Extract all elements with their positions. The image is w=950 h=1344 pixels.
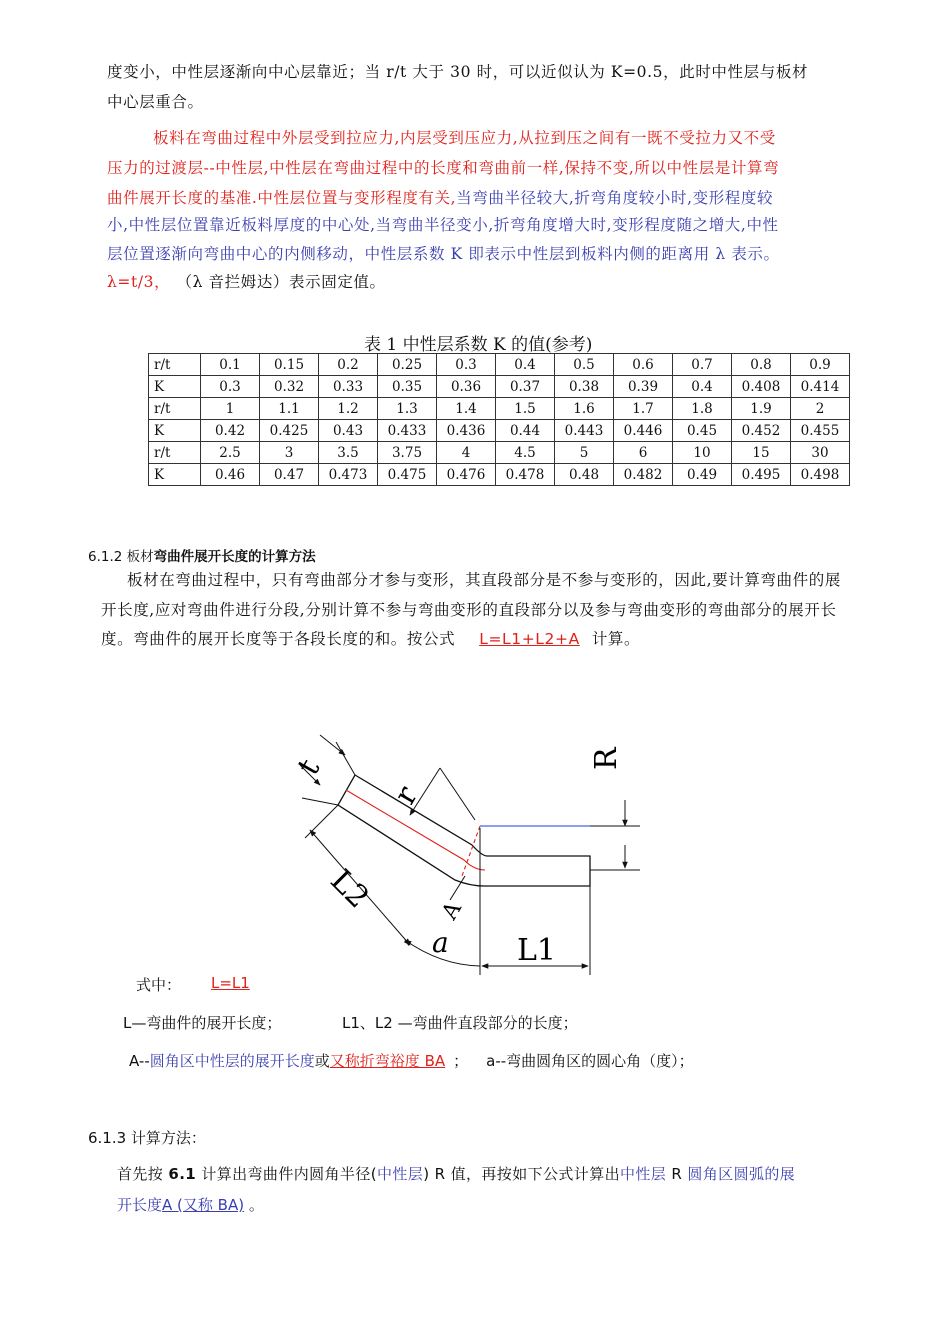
- row-header-cell: r/t: [149, 442, 201, 464]
- legend-A-prefix: A--: [129, 1052, 150, 1070]
- table-cell: 0.478: [496, 464, 555, 486]
- table-cell: 1.4: [437, 398, 496, 420]
- label-t: t: [290, 753, 328, 782]
- table-cell: 0.2: [319, 354, 378, 376]
- section-612-line1: 板材在弯曲过程中，只有弯曲部分才参与变形，其直段部分是不参与变形的，因此,要计算弯曲件的展: [127, 571, 841, 589]
- para2-line3-blue: 当弯曲半径较大,折弯角度较小时,变形程度较: [456, 189, 774, 207]
- s613-l2-end: 。: [244, 1196, 264, 1214]
- table-cell: 0.455: [791, 420, 850, 442]
- row-header-cell: r/t: [149, 398, 201, 420]
- section-613-line2: [117, 1194, 264, 1215]
- table-cell: 10: [673, 442, 732, 464]
- table-cell: 0.4: [673, 376, 732, 398]
- s613-d: ) R 值，再按如下公式计算出: [423, 1165, 620, 1183]
- section-612-line3-end: 计算。: [591, 630, 641, 648]
- table-cell: 3.75: [378, 442, 437, 464]
- table-cell: 0.3: [437, 354, 496, 376]
- table-cell: 4: [437, 442, 496, 464]
- s613-blue1: 中性层: [376, 1165, 424, 1183]
- para2-line3-red: 曲件展开长度的基准.中性层位置与变形程度有关,: [107, 189, 457, 207]
- label-R: R: [589, 747, 624, 770]
- table-cell: 0.42: [201, 420, 260, 442]
- table-cell: 2.5: [201, 442, 260, 464]
- table-cell: 4.5: [496, 442, 555, 464]
- para2-line5: 层位置逐渐向弯曲中心的内侧移动，中性层系数 K 即表示中性层到板料内侧的距离用 λ 表示。: [107, 245, 780, 263]
- table-cell: 0.495: [732, 464, 791, 486]
- table-cell: 0.475: [378, 464, 437, 486]
- table-cell: 30: [791, 442, 850, 464]
- table-cell: 0.9: [791, 354, 850, 376]
- table-cell: 5: [555, 442, 614, 464]
- table-cell: 1.6: [555, 398, 614, 420]
- table-cell: 0.443: [555, 420, 614, 442]
- s613-b: 6.1: [168, 1165, 197, 1183]
- table-cell: 0.43: [319, 420, 378, 442]
- section-612-title: 弯曲件展开长度的计算方法: [153, 549, 316, 565]
- table-cell: 0.414: [791, 376, 850, 398]
- table-cell: 0.446: [614, 420, 673, 442]
- table-cell: 0.476: [437, 464, 496, 486]
- s613-l2-blue: 开长度: [117, 1196, 163, 1214]
- table-cell: 1: [201, 398, 260, 420]
- table-cell: 6: [614, 442, 673, 464]
- table-cell: 0.33: [319, 376, 378, 398]
- table-cell: 0.433: [378, 420, 437, 442]
- table-cell: 1.2: [319, 398, 378, 420]
- table-cell: 0.6: [614, 354, 673, 376]
- label-A: A: [437, 897, 467, 925]
- section-612-number: 6.1.2 板材: [88, 549, 154, 565]
- row-header-cell: K: [149, 376, 201, 398]
- table-cell: 1.7: [614, 398, 673, 420]
- table-cell: 0.39: [614, 376, 673, 398]
- table-cell: 1.3: [378, 398, 437, 420]
- table-cell: 1.5: [496, 398, 555, 420]
- formula-total-length: L=L1+L2+A: [479, 630, 580, 648]
- table-cell: 0.5: [555, 354, 614, 376]
- table-cell: 0.37: [496, 376, 555, 398]
- row-header-cell: K: [149, 464, 201, 486]
- legend-A-or: 或: [314, 1052, 330, 1070]
- label-L1: L1: [517, 933, 557, 968]
- label-alpha: a: [432, 926, 449, 959]
- section-612-line2: 开长度,应对弯曲件进行分段,分别计算不参与弯曲变形的直段部分以及参与弯曲变形的弯曲部分的展开长: [101, 601, 837, 619]
- s613-blue3: 圆角区圆弧的展: [687, 1165, 796, 1183]
- table-cell: 0.47: [260, 464, 319, 486]
- table-cell: 0.32: [260, 376, 319, 398]
- table-cell: 15: [732, 442, 791, 464]
- lambda-note: （λ 音拦姆达）表示固定值。: [184, 273, 386, 291]
- table-cell: 0.3: [201, 376, 260, 398]
- table-cell: 0.452: [732, 420, 791, 442]
- table-cell: 0.45: [673, 420, 732, 442]
- table-cell: 0.408: [732, 376, 791, 398]
- section-613-title: 6.1.3 计算方法：: [88, 1129, 206, 1147]
- s613-blue2: 中性层: [620, 1165, 667, 1183]
- table-cell: 0.7: [673, 354, 732, 376]
- para1-line2: 中心层重合。: [107, 93, 204, 111]
- legend-formula: L=L1: [211, 974, 250, 992]
- table-cell: 0.48: [555, 464, 614, 486]
- table-cell: 0.4: [496, 354, 555, 376]
- table-cell: 0.1: [201, 354, 260, 376]
- table-cell: 0.36: [437, 376, 496, 398]
- table-cell: 0.425: [260, 420, 319, 442]
- table-cell: 1.1: [260, 398, 319, 420]
- table-cell: 0.46: [201, 464, 260, 486]
- s613-e: R: [666, 1165, 688, 1183]
- s613-ba-link[interactable]: A (又称 BA): [162, 1196, 245, 1214]
- table-cell: 0.15: [260, 354, 319, 376]
- s613-c: 计算出弯曲件内圆角半径(: [196, 1165, 377, 1183]
- legend-prefix: 式中：: [136, 976, 182, 994]
- row-header-cell: r/t: [149, 354, 201, 376]
- table-cell: 0.498: [791, 464, 850, 486]
- legend-A-def: [129, 1050, 694, 1071]
- table-cell: 0.44: [496, 420, 555, 442]
- table-cell: 1.9: [732, 398, 791, 420]
- label-L2: L2: [323, 863, 376, 916]
- table-cell: 0.35: [378, 376, 437, 398]
- table-cell: 1.8: [673, 398, 732, 420]
- legend-A-sep: ；: [453, 1052, 469, 1070]
- table-cell: 0.482: [614, 464, 673, 486]
- table-caption: 表 1 中性层系数 K 的值(参考): [364, 335, 593, 355]
- table-cell: 3: [260, 442, 319, 464]
- table-cell: 0.8: [732, 354, 791, 376]
- row-header-cell: K: [149, 420, 201, 442]
- table-cell: 0.473: [319, 464, 378, 486]
- label-r: r: [387, 780, 426, 811]
- table-cell: 0.49: [673, 464, 732, 486]
- legend-A-red: 又称折弯裕度 BA: [329, 1052, 446, 1070]
- para1-line1: 度变小，中性层逐渐向中心层靠近；当 r/t 大于 30 时，可以近似认为 K=0.5，此时中性层与板材: [107, 63, 809, 81]
- para2-line1: 板料在弯曲过程中外层受到拉应力,内层受到压应力,从拉到压之间有一既不受拉力又不受: [153, 129, 776, 147]
- table-cell: 2: [791, 398, 850, 420]
- legend-L1L2-def: L1、L2 —弯曲件直段部分的长度；: [342, 1014, 578, 1032]
- lambda-formula: λ=t/3，: [107, 273, 171, 291]
- section-612-line3-text: 度。弯曲件的展开长度等于各段长度的和。按公式: [101, 630, 456, 648]
- table-cell: 0.25: [378, 354, 437, 376]
- legend-alpha-def: a--弯曲圆角区的圆心角（度）；: [486, 1052, 694, 1070]
- para2-line2: 压力的过渡层--中性层,中性层在弯曲过程中的长度和弯曲前一样,保持不变,所以中性层是计算弯: [107, 159, 780, 177]
- para2-line4: 小,中性层位置靠近板料厚度的中心处,当弯曲半径变小,折弯角度增大时,变形程度随之增大,中性: [107, 216, 779, 234]
- table-cell: 3.5: [319, 442, 378, 464]
- part-outline: [338, 775, 590, 886]
- table-cell: 0.436: [437, 420, 496, 442]
- table-cell: 0.38: [555, 376, 614, 398]
- legend-L-def: L—弯曲件的展开长度；: [123, 1014, 282, 1032]
- section-613-line1: [117, 1163, 795, 1184]
- s613-a: 首先按: [117, 1165, 169, 1183]
- legend-A-blue: 圆角区中性层的展开长度: [149, 1052, 315, 1070]
